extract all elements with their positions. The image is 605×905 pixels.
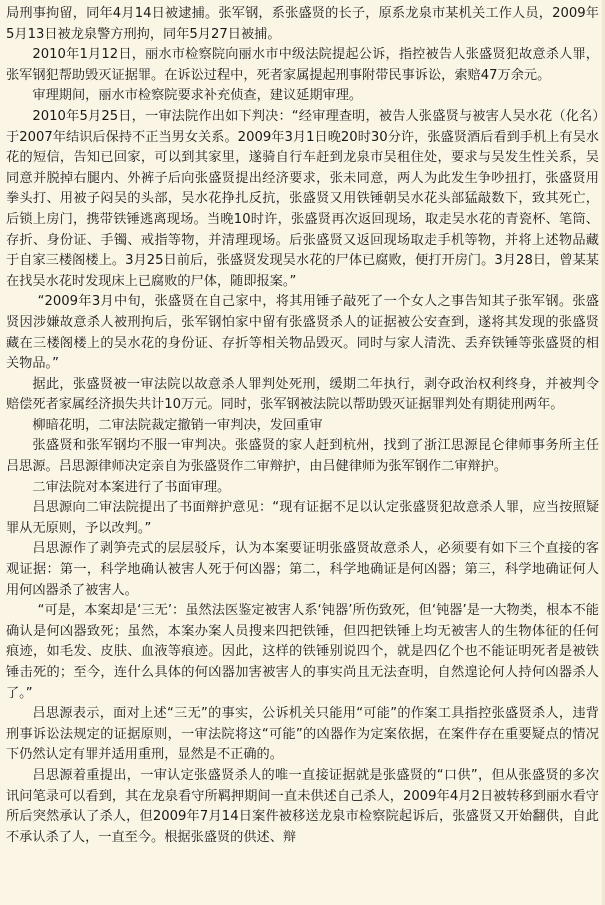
paragraph-12: “可是，本案却是‘三无’：虽然法医鉴定被害人系‘钝器’所伤致死，但‘钝器’是一大物类，根本不能确认是何凶器致死；虽然，本案办案人员搜来四把铁锤，但四把铁锤上均无被害人的生物体征的任何痕迹，如毛发、皮肤、血液等痕迹。因此，这样的铁锤别说四个，就是四亿个也不能证明死者是被铁锤击死的；至今，连什么具体的何凶器加害被害人的事实尚且无法查明，自然遑论何人持何凶器杀人了。” [6, 603, 599, 701]
paragraph-13: 吕思源表示，面对上述“三无”的事实，公诉机关只能用“可能”的作案工具指控张盛贤杀人，违背刑事诉讼法规定的证据原则，一审法院将这“可能”的凶器作为定案依据，在案件存在重要疑点的情况下仍然认定有罪并适用重刑，显然是不正确的。 [6, 706, 599, 763]
paragraph-1: 局刑事拘留，同年4月14日被逮捕。张军钢，系张盛贤的长子，原系龙泉市某机关工作人员，2009年5月13日被龙泉警方刑拘，同年5月27日被捕。 [6, 6, 599, 42]
paragraph-6: 据此，张盛贤被一审法院以故意杀人罪判处死刑，缓期二年执行，剥夺政治权利终身，并被判令赔偿死者家属经济损失共计10万元。同时，张军钢被法院以帮助毁灭证据罪判处有期徒刑两年。 [6, 376, 599, 413]
paragraph-9: 二审法院对本案进行了书面审理。 [32, 479, 231, 495]
paragraph-2: 2010年1月12日，丽水市检察院向丽水市中级法院提起公诉，指控被告人张盛贤犯故意杀人罪，张军钢犯帮助毁灭证据罪。在诉讼过程中，死者家属提起刑事附带民事诉讼，索赔47万余元。 [6, 47, 599, 83]
paragraph-14: 吕思源着重提出，一审认定张盛贤杀人的唯一直接证据就是张盛贤的“口供”，但从张盛贤的多次讯问笔录可以看到，其在龙泉看守所羁押期间一直未供述自己杀人，2009年4月2日被转移到丽水看守所后突然承认了杀人，但2009年7月14日案件被移送龙泉市检察院起诉后，张盛贤又开始翻供，自此不承认杀了人，一直至今。根据张盛贤的供述、辩 [6, 767, 599, 845]
paragraph-8: 张盛贤和张军钢均不服一审判决。张盛贤的家人赶到杭州，找到了浙江思源昆仑律师事务所主任吕思源。吕思源律师决定亲自为张盛贤作二审辩护，由吕健律师为张军钢作二审辩护。 [6, 438, 599, 475]
section-heading: 柳暗花明，二审法院裁定撤销一审判决，发回重审 [32, 417, 323, 433]
paragraph-5: “2009年3月中旬，张盛贤在自己家中，将其用锤子敲死了一个女人之事告知其子张军钢。张盛贤因涉嫌故意杀人被刑拘后，张军钢怕家中留有张盛贤杀人的证据被公安查到，遂将其发现的张盛贤藏在三楼阁楼上的吴水花的身份证、存折等相关物品毁灭。同时与家人清洗、丢弃铁锤等张盛贤的相关物品。” [6, 294, 599, 372]
paragraph-3: 审理期间，丽水市检察院要求补充侦查，建议延期审理。 [32, 88, 363, 104]
paragraph-4: 2010年5月25日，一审法院作出如下判决：“经审理查明，被告人张盛贤与被害人吴水花（化名）于2007年结识后保持不正当男女关系。2009年3月1日晚20时30分许，张盛贤酒后看到手机上有吴水花的短信，告知已回家，可以到其家里，遂骑自行车赶到龙泉市吴租住处，要求与吴发生性关系，吴同意并脱掉右腿内、外裤子后向张盛贤提出经济要求，张未同意，两人为此发生争吵扭打，张盛贤用拳头打、用被子闷吴的头部，吴水花挣扎反抗，张盛贤又用铁锤朝吴水花头部猛敲数下，致其死亡，后锁上房门，携带铁锤逃离现场。当晚10时许，张盛贤再次返回现场，取走吴水花的青瓷杯、笔筒、存折、身份证、手镯、戒指等物，并清理现场。后张盛贤又返回现场取走手机等物，并将上述物品藏于自家三楼阁楼上。3月25日前后，张盛贤发现吴水花的尸体已腐败，便打开房门。3月28日，曾某某在找吴水花时发现床上已腐败的尸体，随即报案。” [6, 108, 599, 289]
paragraph-10: 吕思源向二审法院提出了书面辩护意见：“现有证据不足以认定张盛贤犯故意杀人罪，应当按照疑罪从无原则，予以改判。” [6, 500, 599, 536]
paragraph-11: 吕思源作了剥笋壳式的层层驳斥，认为本案要证明张盛贤故意杀人，必须要有如下三个直接的客观证据：第一，科学地确认被害人死于何凶器；第二，科学地确证是何凶器；第三，科学地确证何人用何凶器杀了被害人。 [6, 541, 599, 598]
